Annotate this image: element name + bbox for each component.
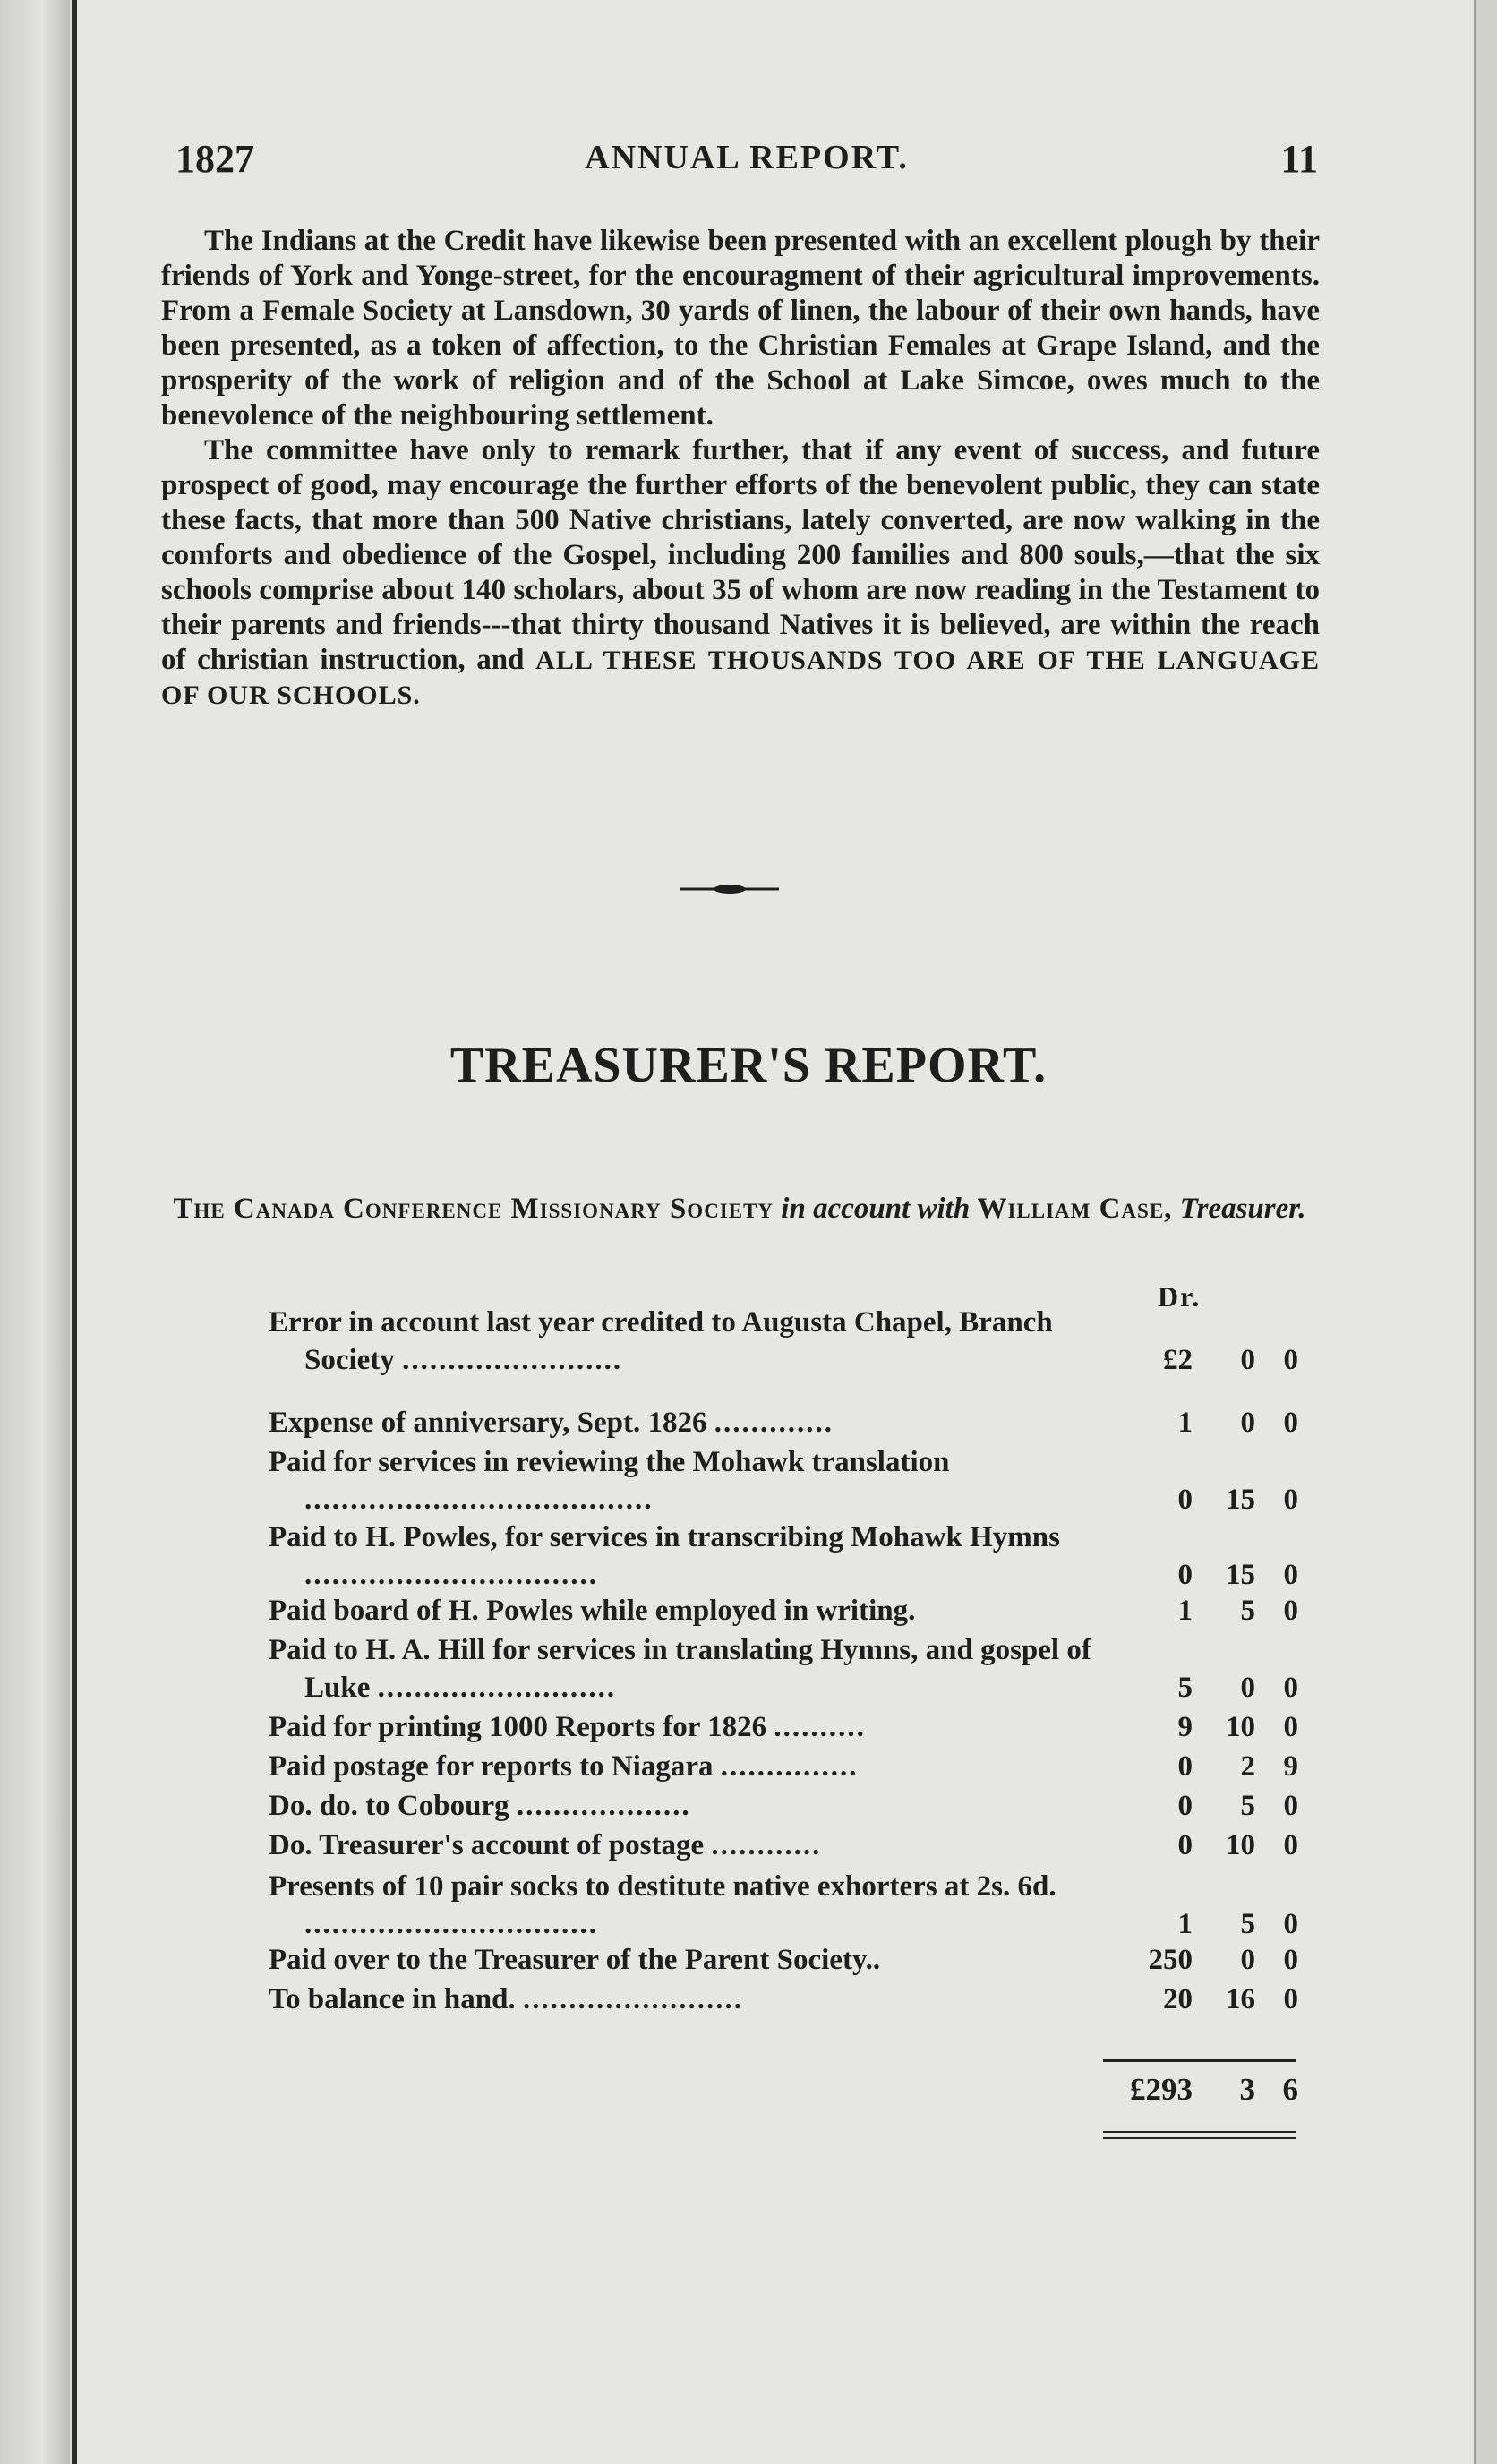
ledger-row-pounds: 1 <box>1177 1908 1193 1940</box>
ledger-row-pounds: 250 <box>1148 1944 1193 1976</box>
running-head-year: 1827 <box>175 137 254 181</box>
section-divider-ornament <box>680 883 779 895</box>
ledger-row-amount <box>1110 1981 1298 2018</box>
ledger-row-shillings: 5 <box>1240 1908 1255 1940</box>
ledger-row <box>269 1868 1298 1943</box>
ledger-row <box>269 1708 1298 1746</box>
ledger-row-shillings: 0 <box>1240 1344 1255 1376</box>
ledger-row-shillings: 5 <box>1240 1790 1255 1822</box>
ledger-row-pence: 0 <box>1283 1944 1298 1976</box>
total-pounds: £293 <box>1130 2072 1193 2107</box>
ledger-row-amount <box>1110 1556 1298 1594</box>
ledger-row-leader-dots: ............... <box>720 1750 859 1783</box>
ledger-row-description <box>269 1827 1092 1864</box>
ledger-row <box>269 1404 1298 1442</box>
account-treasurer-name: William Case, <box>977 1193 1173 1225</box>
ledger-row-text: Do. Treasurer's account of postage <box>269 1829 705 1861</box>
ledger-row-pounds: 1 <box>1177 1595 1193 1627</box>
ledger-row <box>269 1748 1298 1785</box>
ledger-row-pence: 0 <box>1283 1983 1298 2015</box>
ledger-row-leader-dots: ................... <box>516 1790 691 1822</box>
ledger-row-amount <box>1110 1941 1298 1979</box>
ledger-row-text: Paid over to the Treasurer of the Parent Society.. <box>269 1944 881 1976</box>
account-heading <box>158 1191 1322 1227</box>
ledger-row-pounds: 5 <box>1177 1672 1193 1704</box>
running-head <box>175 136 1318 190</box>
paragraph-committee-remarks <box>161 433 1320 713</box>
ledger-row-amount <box>1110 1905 1298 1943</box>
ledger-row-pence: 0 <box>1283 1829 1298 1861</box>
ledger-row-shillings: 15 <box>1226 1559 1255 1591</box>
ledger-row-pence: 9 <box>1283 1750 1298 1783</box>
ledger-row-pence: 0 <box>1283 1711 1298 1743</box>
ledger-row <box>269 1941 1298 1979</box>
ledger-row-pence: 0 <box>1283 1908 1298 1940</box>
ledger-row-pounds: 0 <box>1177 1829 1193 1861</box>
ledger-row-shillings: 0 <box>1240 1944 1255 1976</box>
ledger-row-leader-dots: ................................ <box>304 1559 598 1591</box>
ledger-row-pence: 0 <box>1283 1672 1298 1704</box>
ledger-row-leader-dots: ............ <box>711 1829 822 1861</box>
ledger-row-leader-dots: ............. <box>714 1407 834 1439</box>
ledger-row-description <box>269 1868 1092 1943</box>
ledger-row-text: Paid to H. A. Hill for services in translating Hymns, and gospel of Luke <box>269 1634 1091 1704</box>
ledger-row-pounds: 9 <box>1177 1711 1193 1743</box>
ledger-row-description <box>269 1592 1092 1630</box>
ledger-row-pounds: 0 <box>1177 1484 1193 1516</box>
ledger-row-text: Paid to H. Powles, for services in transcribing Mohawk Hymns <box>269 1521 1060 1553</box>
total-rule-bottom <box>1103 2131 1296 2139</box>
ledger-row-amount <box>1110 1341 1298 1379</box>
ledger-row-description <box>269 1787 1092 1825</box>
ledger-row-description <box>269 1748 1092 1785</box>
ledger-row-shillings: 2 <box>1240 1750 1255 1783</box>
ledger-row-text: Paid board of H. Powles while employed in writing. <box>269 1595 916 1627</box>
total-pence: 6 <box>1282 2072 1298 2107</box>
ledger-total <box>1110 2072 1298 2109</box>
ledger-row-description <box>269 1981 1092 2018</box>
ledger-row <box>269 1443 1298 1519</box>
ledger-row-shillings: 10 <box>1226 1711 1255 1743</box>
debit-column-label: Dr. <box>1158 1280 1202 1313</box>
ledger-row-description <box>269 1941 1092 1979</box>
ledger-row-pounds: 0 <box>1177 1559 1193 1591</box>
ledger-row-amount <box>1110 1481 1298 1519</box>
ledger-row <box>269 1827 1298 1864</box>
ledger-row-description <box>269 1708 1092 1746</box>
ledger-row-shillings: 5 <box>1240 1595 1255 1627</box>
ledger-row-pounds: 0 <box>1177 1790 1193 1822</box>
ledger-row-text: Paid for services in reviewing the Mohawk translation <box>269 1446 950 1478</box>
ledger-row-leader-dots: ...................................... <box>304 1484 654 1516</box>
ledger-row-pence: 0 <box>1283 1484 1298 1516</box>
ledger-row-text: Presents of 10 pair socks to destitute native exhorters at 2s. 6d. <box>269 1870 1056 1903</box>
ledger-row-shillings: 0 <box>1240 1672 1255 1704</box>
ledger-row-amount <box>1110 1404 1298 1442</box>
ledger-row-pounds: 1 <box>1177 1407 1193 1439</box>
report-body <box>161 224 1320 713</box>
ledger-row <box>269 1304 1298 1379</box>
ledger-row-amount <box>1110 1827 1298 1864</box>
ledger-row-text: Error in account last year credited to Augusta Chapel, Branch Society <box>269 1306 1053 1376</box>
page-number: 11 <box>1280 137 1318 181</box>
ledger-row-description <box>269 1443 1092 1519</box>
ledger-row-description <box>269 1519 1092 1594</box>
ledger-row <box>269 1592 1298 1630</box>
ledger-row-text: Paid for printing 1000 Reports for 1826 <box>269 1711 767 1743</box>
ledger-row-shillings: 16 <box>1226 1983 1255 2015</box>
account-society-name: The Canada Conference Missionary Society <box>173 1193 774 1225</box>
ledger-row-description <box>269 1404 1092 1442</box>
ledger-row-leader-dots: .......................... <box>377 1672 617 1704</box>
ledger-row-amount <box>1110 1592 1298 1630</box>
ledger-row-pence: 0 <box>1283 1344 1298 1376</box>
ledger-row-text: To balance in hand. <box>269 1983 516 2015</box>
ledger-row-text: Do. do. to Cobourg <box>269 1790 509 1822</box>
ledger-row-pence: 0 <box>1283 1559 1298 1591</box>
ledger-row-pence: 0 <box>1283 1407 1298 1439</box>
ledger-row-text: Expense of anniversary, Sept. 1826 <box>269 1407 707 1439</box>
ledger-row-amount <box>1110 1748 1298 1785</box>
ledger-row-leader-dots: ........................ <box>522 1983 743 2015</box>
running-head-title: ANNUAL REPORT. <box>585 139 909 176</box>
ledger-row <box>269 1981 1298 2018</box>
ledger-row-pounds: £2 <box>1163 1344 1193 1376</box>
ledger-row-description <box>269 1631 1092 1707</box>
ledger-row-text: Paid postage for reports to Niagara <box>269 1750 714 1783</box>
account-in-account-with: in account with <box>781 1193 971 1225</box>
ledger-row-amount <box>1110 1787 1298 1825</box>
treasurer-report-title: TREASURER'S REPORT. <box>449 1038 1048 1093</box>
ledger-row-pence: 0 <box>1283 1790 1298 1822</box>
ledger-row <box>269 1519 1298 1594</box>
ledger-row-shillings: 10 <box>1226 1829 1255 1861</box>
ledger-row-shillings: 0 <box>1240 1407 1255 1439</box>
paragraph-credit-indians: The Indians at the Credit have likewise been presented with an excellent plough by their friends of York and Yonge-street, for the encouragment of their agricultural improvements. From a Female Society at Lansdown, 30 yards of linen, the labour of their own hands, have been presented, as a token of affection, to the Christian Females at Grape Island, and the prosperity of the work of religion and of the School at Lake Simcoe, owes much to the benevolence of the neighbouring settlement. <box>161 225 1320 432</box>
ledger-row-leader-dots: .......... <box>774 1711 866 1743</box>
ledger-row-leader-dots: ................................ <box>304 1908 598 1940</box>
ledger-row-amount <box>1110 1708 1298 1746</box>
paragraph-committee-text: The committee have only to remark further, that if any event of success, and future prospect of good, may encourage the further efforts of the benevolent public, they can state these facts, that more than 500 Native christians, lately converted, are now walking in the comforts and obedience of the Gospel, including 200 families and 800 souls,—that the six schools comprise about 140 scholars, about 35 of whom are now reading in the Testament to their parents and friends---that thirty thousand Natives it is believed, are within the reach of christian instruction, and <box>161 434 1320 676</box>
total-rule-top <box>1103 2059 1296 2062</box>
account-treasurer-title: Treasurer. <box>1179 1193 1306 1225</box>
ledger-row-pence: 0 <box>1283 1595 1298 1627</box>
ledger-row-pounds: 20 <box>1163 1983 1193 2015</box>
page-right-edge <box>1474 0 1497 2464</box>
ledger-row-amount <box>1110 1669 1298 1707</box>
ledger-row <box>269 1631 1298 1707</box>
ledger-row-leader-dots: ........................ <box>402 1344 623 1376</box>
paragraph-emphasis: ALL THESE THOUSANDS TOO ARE OF THE LANGUAGE OF OUR SCHOOLS. <box>161 646 1321 710</box>
ledger-row-description <box>269 1304 1092 1379</box>
ledger-row-shillings: 15 <box>1226 1484 1255 1516</box>
ledger-row-pounds: 0 <box>1177 1750 1193 1783</box>
total-shillings: 3 <box>1239 2072 1255 2107</box>
ledger-row <box>269 1787 1298 1825</box>
facing-page-edge <box>0 0 70 2464</box>
